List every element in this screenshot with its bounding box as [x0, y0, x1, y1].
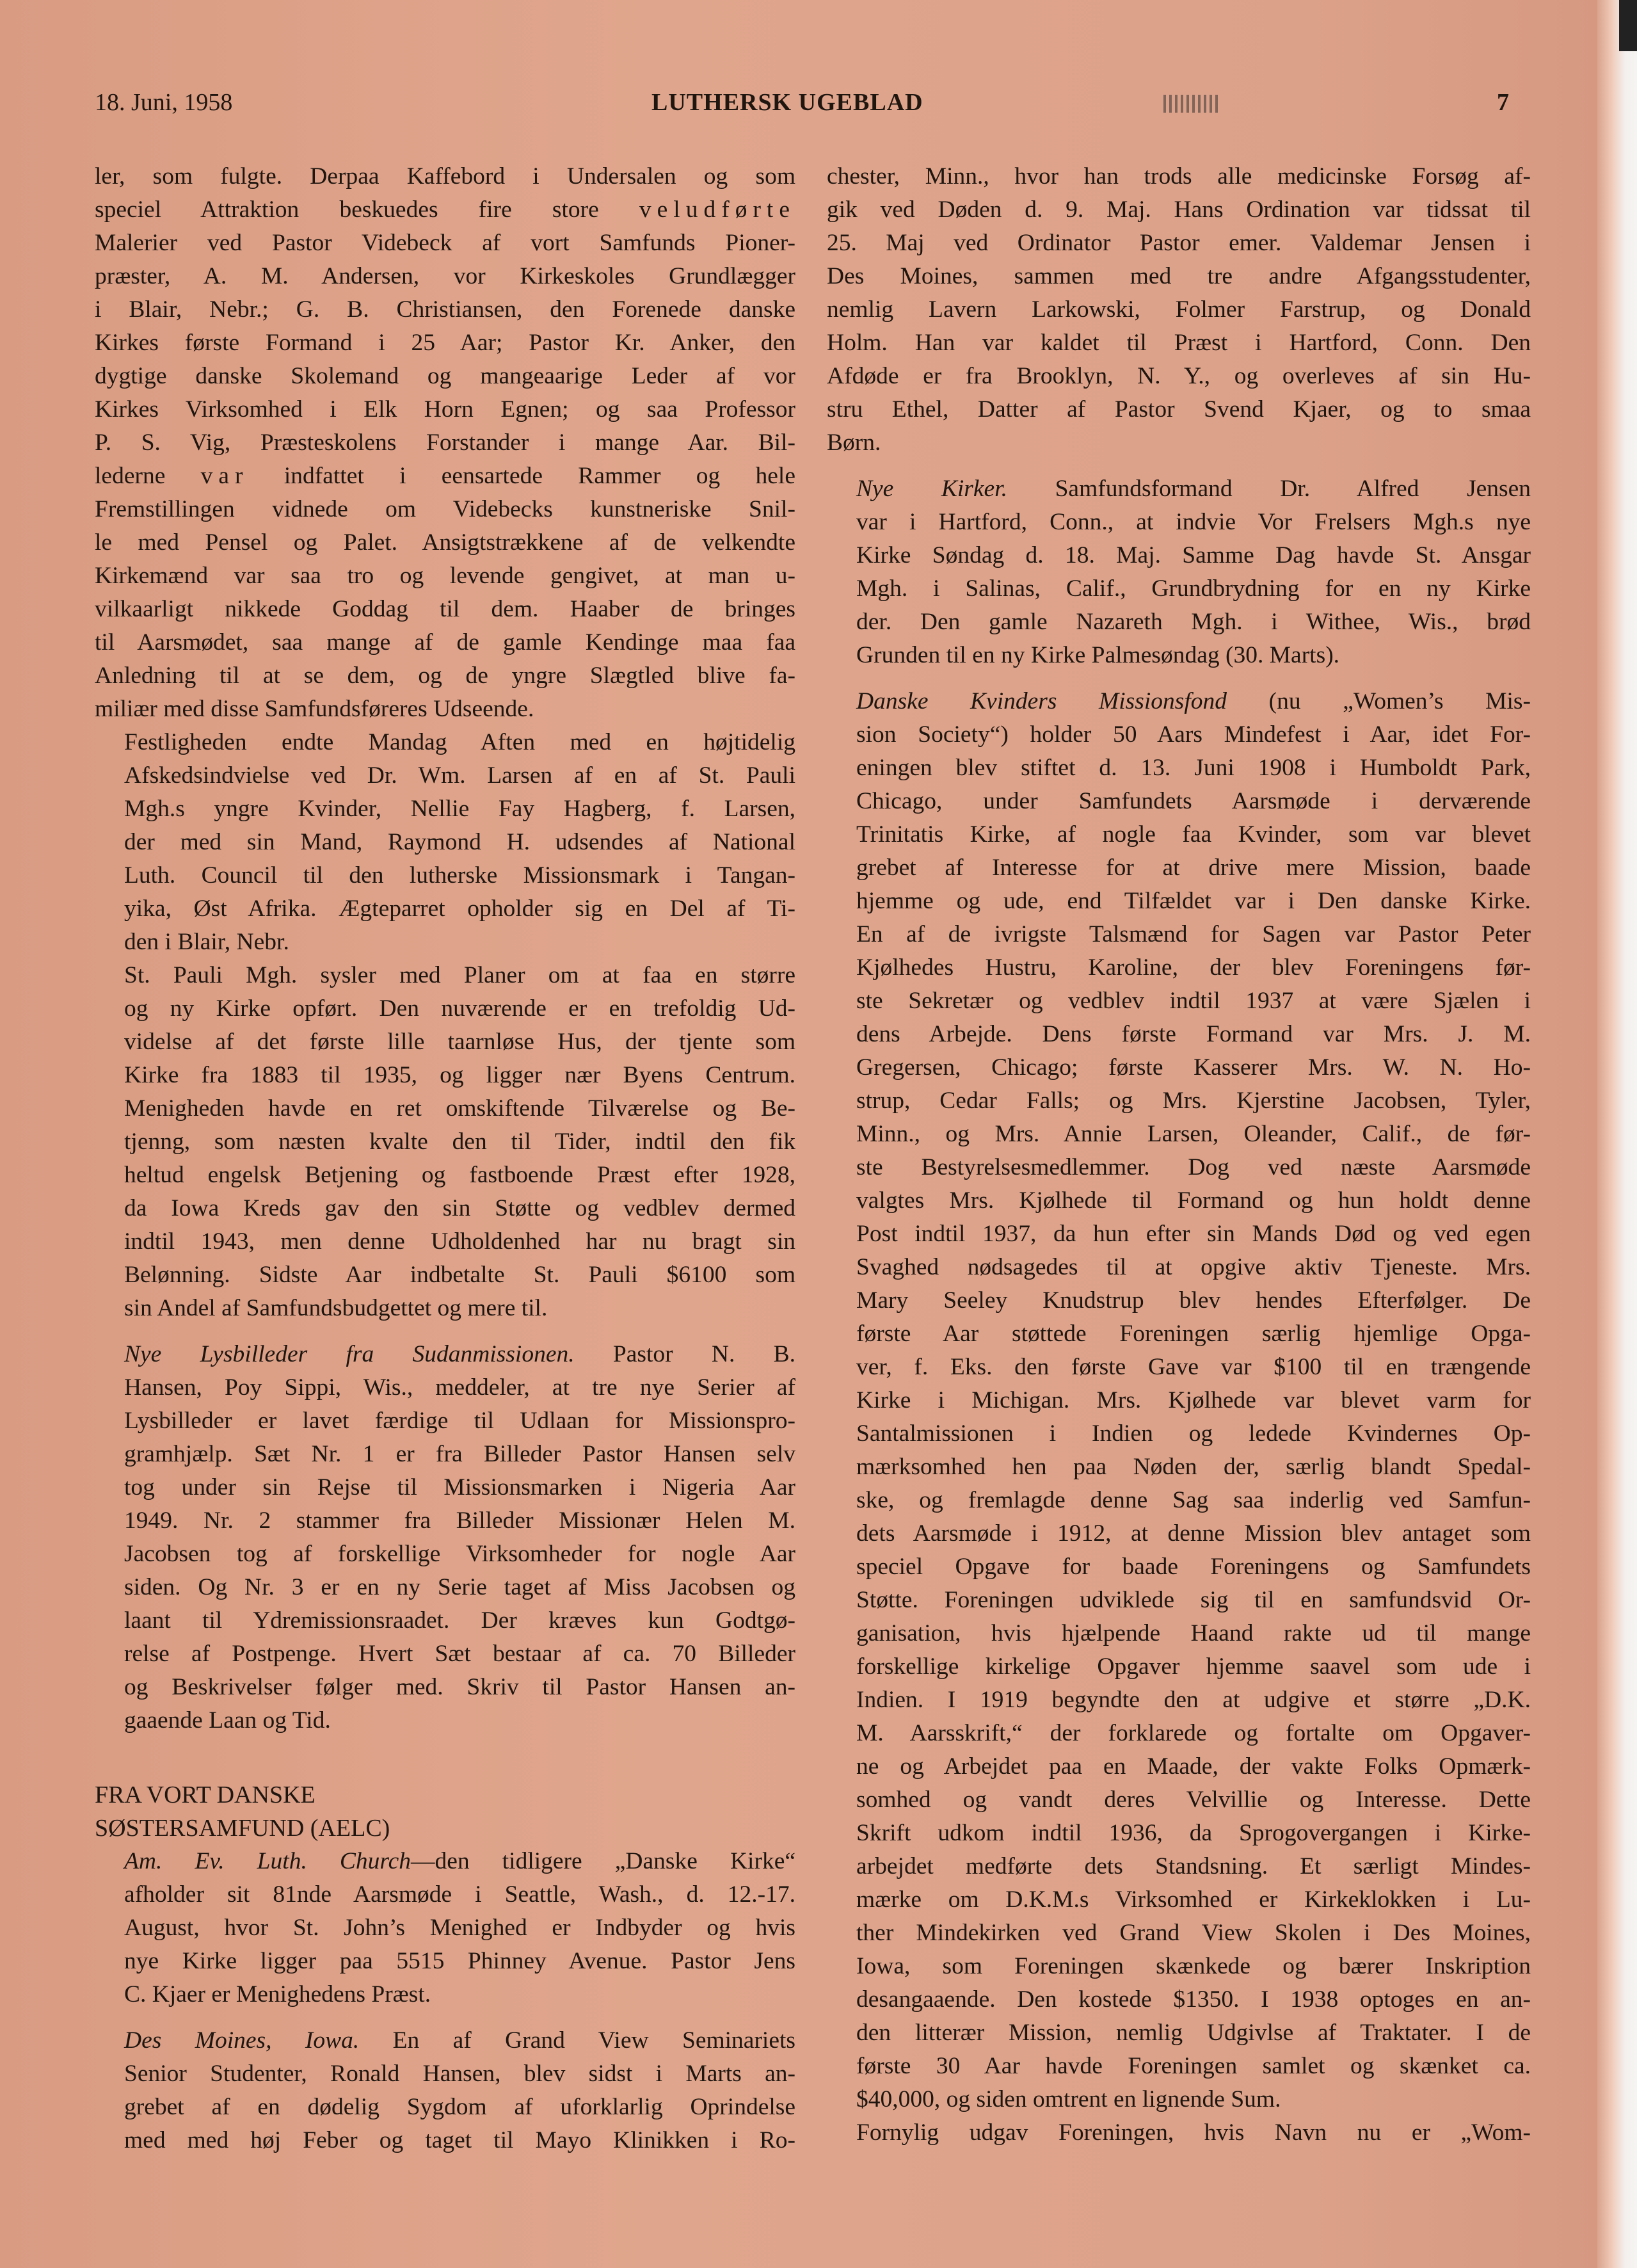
section-heading: FRA VORT DANSKE SØSTERSAMFUND (AELC): [95, 1781, 390, 1842]
right-column: [827, 160, 1531, 2150]
paragraph-st-pauli: St. Pauli Mgh. sysler med Planer om at faa en større og ny Kirke opført. Den nuværende er en trefoldig Ud- videlse af det første lille taarnløse Hus, der tjente som Kirke fra 1883 til 1935, og ligger nær Byens Centrum. Menigheden havde en ret omskiftende Tilværelse og Be- tjenng, som næsten kvalte den til Tider, indtil den fik heltud engelsk Betjening og fastboende Præst efter 1928, da Iowa Kreds gav den sin Støtte og vedblev dermed indtil 1943, men denne Udholdenhed har nu bragt sin Belønning. Sidste Aar indbetalte St. Pauli $6100 som sin Andel af Samfundsbudgettet og mere til.: [124, 962, 795, 1321]
page-number: 7: [1497, 89, 1509, 116]
paragraph-rochester: chester, Minn., hvor han trods alle medicinske Forsøg af- gik ved Døden d. 9. Maj. Hans Ordination var tidssat til 25. Maj ved Ordinator Pastor emer. Valdemar Jensen i Des Moines, sammen med tre andre Afgangsstudenter, nemlig Lavern Larkowski, Folmer Farstrup, og Donald Holm. Han var kaldet til Præst i Hartford, Conn. Den Afdøde er fra Brooklyn, N. Y., og overleves af sin Hu- stru Ethel, Datter af Pastor Svend Kjaer, og to smaa Børn.: [827, 163, 1531, 456]
left-column: [95, 160, 795, 2157]
paragraph-recently: Fornylig udgav Foreningen, hvis Navn nu er „Wom-: [856, 2119, 1531, 2146]
new-churches-lead: Nye Kirker.: [856, 476, 1007, 502]
paragraph-aelc: Am. Ev. Luth. Church—den tidligere „Danske Kirke“ afholder sit 81nde Aarsmøde i Seattle, Wash., d. 12.-17. August, hvor St. John’s Menighed er Indbyder og hvis nye Kirke ligger paa 5515 Phinney Avenue. Pastor Jens C. Kjaer er Menighedens Præst.: [124, 1848, 795, 2007]
scan-corner: [1619, 0, 1637, 51]
paragraph-farewell: Festligheden endte Mandag Aften med en højtidelig Afskedsindvielse ved Dr. Wm. Larsen af en af St. Pauli Mgh.s yngre Kvinder, Nellie Fay Hagberg, f. Larsen, der med sin Mand, Raymond H. udsendes af National Luth. Council til den lutherske Missionsmark i Tangan- yika, Øst Afrika. Ægteparret opholder sig en Del af Ti- den i Blair, Nebr.: [124, 729, 795, 955]
publication-title: LUTHERSK UGEBLAD: [651, 89, 923, 116]
paragraph-paintings: ler, som fulgte. Derpaa Kaffebord i Undersalen og som speciel Attraktion beskuedes fire store veludførte Malerier ved Pastor Videbeck af vort Samfunds Pioner- præster, A. M. Andersen, vor Kirkeskoles Grundlægger i Blair, Nebr.; G. B. Christiansen, den Forenede danske Kirkes første Formand i 25 Aar; Pastor Kr. Anker, den dygtige danske Skolemand og mangeaarige Leder af vor Kirkes Virksomhed i Elk Horn Egnen; og saa Professor P. S. Vig, Præsteskolens Forstander i mange Aar. Bil- lederne var indfattet i eensartede Rammer og hele Fremstillingen vidnede om Videbecks kunstneriske Snil- le med Pensel og Palet. Ansigtstrækkene af de velkendte Kirkemænd var saa tro og levende gengivet, at man u- vilkaarligt nikkede Goddag til dem. Haaber de bringes til Aarsmødet, saa mange af de gamle Kendinge maa faa Anledning til at se dem, og de yngre Slægtled blive fa- miliær med disse Samfundsføreres Udseende.: [95, 163, 795, 722]
ink-smudge: [1163, 95, 1221, 113]
mission-fund-lead: Danske Kvinders Missionsfond: [856, 688, 1227, 714]
paragraph-new-churches: Nye Kirker. Samfundsformand Dr. Alfred Jensen var i Hartford, Conn., at indvie Vor Frelsers Mgh.s nye Kirke Søndag d. 18. Maj. Samme Dag havde St. Ansgar Mgh. i Salinas, Calif., Grundbrydning for en ny Kirke der. Den gamle Nazareth Mgh. i Withee, Wis., brød Grunden til en ny Kirke Palmesøndag (30. Marts).: [856, 476, 1531, 668]
paragraph-mission-fund: Danske Kvinders Missionsfond (nu „Women’s Mis- sion Society“) holder 50 Aars Mindefest i Aar, idet For- eningen blev stiftet d. 13. Juni 1908 i Humboldt Park, Chicago, under Samfundets Aarsmøde i derværende Trinitatis Kirke, af nogle faa Kvinder, som var blevet grebet af Interesse for at drive mere Mission, baade hjemme og ude, end Tilfældet var i Den danske Kirke. En af de ivrigste Talsmænd for Sagen var Pastor Peter Kjølhedes Hustru, Karoline, der blev Foreningens før- ste Sekretær og vedblev indtil 1937 at være Sjælen i dens Arbejde. Dens første Formand var Mrs. J. M. Gregersen, Chicago; første Kasserer Mrs. W. N. Ho- strup, Cedar Falls; og Mrs. Kjerstine Jacobsen, Tyler, Minn., og Mrs. Annie Larsen, Oleander, Calif., de før- ste Bestyrelsesmedlemmer. Dog ved næste Aarsmøde valgtes Mrs. Kjølhede til Formand og hun holdt denne Post indtil 1937, da hun efter sin Mands Død og ved egen Svaghed nødsagedes til at opgive aktiv Tjeneste. Mrs. Mary Seeley Knudstrup blev hendes Efterfølger. De første Aar støttede Foreningen særlig hjemlige Opga- ver, f. Eks. den første Gave var $100 til en trængende Kirke i Michigan. Mrs. Kjølhede var blevet varm for Santalmissionen i Indien og ledede Kvindernes Op- mærksomhed hen paa Nøden der, særlig blandt Spedal- ske, og fremlagde denne Sag saa inderlig ved Samfun- dets Aarsmøde i 1912, at denne Mission blev antaget som speciel Opgave for baade Foreningens og Samfundets Støtte. Foreningen udviklede sig til en samfundsvid Or- ganisation, hvis hjælpende Haand rakte ud til mange forskellige kirkelige Opgaver hjemme saavel som ude i Indien. I 1919 begyndte den at udgive et større „D.K. M. Aarsskrift,“ der forklarede og fortalte om Opgaver- ne og Arbejdet paa en Maade, der vakte Folks Opmærk- somhed og vandt deres Velvillie og Interesse. Dette Skrift udkom indtil 1936, da Sprogovergangen i Kirke- arbejdet medførte dets Standsning. Et særligt Mindes- mærke om D.K.M.s Virksomhed er Kirkeklokken i Lu- ther Mindekirken ved Grand View Skolen i Des Moines, Iowa, som Foreningen skænkede og bærer Inskription desangaaende. Den kostede $1350. I 1938 optoges en an- den litterær Mission, nemlig Udgivlse af Traktater. I de første 30 Aar havde Foreningen samlet og skænket ca. $40,000, og siden omtrent en lignende Sum.: [856, 688, 1531, 2112]
slides-lead: Nye Lysbilleder fra Sudanmissionen.: [124, 1341, 575, 1367]
paragraph-des-moines: Des Moines, Iowa. En af Grand View Seminariets Senior Studenter, Ronald Hansen, blev sidst i Marts an- grebet af en dødelig Sygdom af uforklarlig Oprindelse med med høj Feber og taget til Mayo Klinikken i Ro-: [124, 2027, 796, 2153]
des-moines-lead: Des Moines, Iowa.: [124, 2027, 360, 2054]
paragraph-slides: Nye Lysbilleder fra Sudanmissionen. Pastor N. B. Hansen, Poy Sippi, Wis., meddeler, at tre nye Serier af Lysbilleder er lavet færdige til Udlaan for Missionspro- gramhjælp. Sæt Nr. 1 er fra Billeder Pastor Hansen selv tog under sin Rejse til Missionsmarken i Nigeria Aar 1949. Nr. 2 stammer fra Billeder Missionær Helen M. Jacobsen tog af forskellige Virksomheder for nogle Aar siden. Og Nr. 3 er en ny Serie taget af Miss Jacobsen og laant til Ydremissionsraadet. Der kræves kun Godtgø- relse af Postpenge. Hvert Sæt bestaar af ca. 70 Billeder og Beskrivelser følger med. Skriv til Pastor Hansen an- gaaende Laan og Tid.: [124, 1341, 795, 1733]
page-edge: [1597, 0, 1637, 2268]
aelc-lead: Am. Ev. Luth. Church: [124, 1848, 411, 1874]
issue-date: 18. Juni, 1958: [95, 89, 233, 116]
page-header: [95, 88, 1509, 127]
